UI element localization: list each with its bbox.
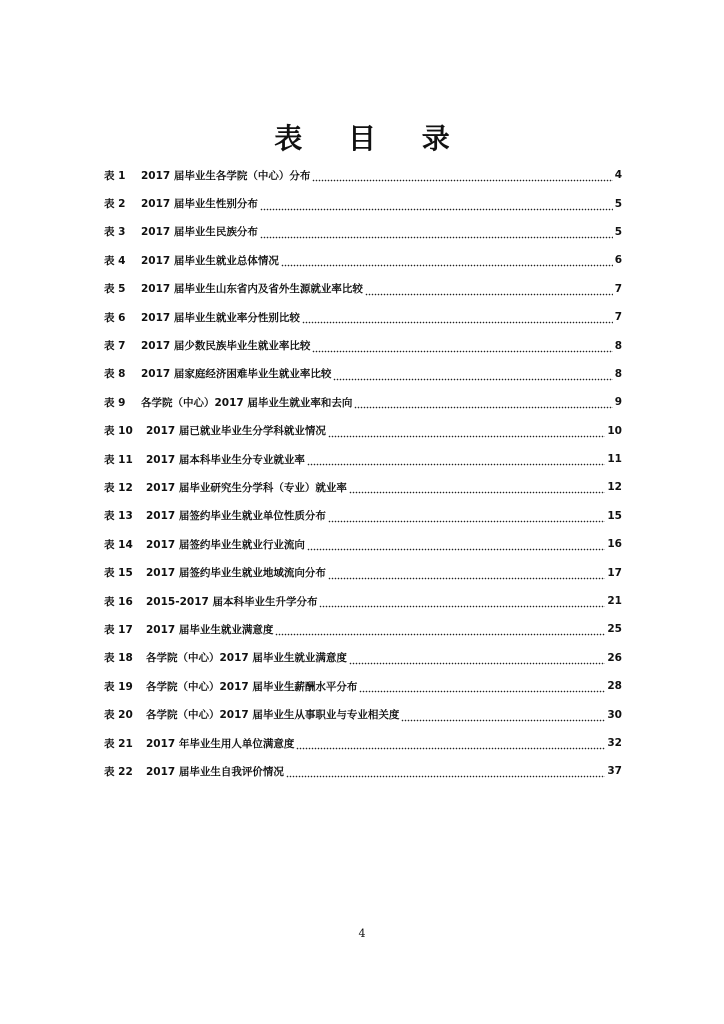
toc-entry-page: 30: [607, 708, 622, 721]
toc-dot-leader: [349, 484, 605, 494]
toc-dot-leader: [260, 201, 613, 211]
toc-entry-number: 表 14: [104, 538, 133, 551]
toc-entry[interactable]: [104, 246, 622, 274]
toc-entry-title: 2017 届家庭经济困难毕业生就业率比较: [141, 368, 332, 381]
toc-entry-page: 12: [607, 481, 622, 494]
toc-entry-page: 25: [607, 623, 622, 636]
toc-dot-leader: [365, 286, 613, 296]
toc-entry-title: 各学院（中心）2017 届毕业生就业率和去向: [141, 396, 353, 409]
toc-entry[interactable]: [104, 558, 622, 586]
toc-entry-page: 17: [607, 566, 622, 579]
toc-entry-page: 8: [614, 367, 622, 380]
toc-entry-number: 表 3: [104, 226, 126, 239]
toc-entry[interactable]: [104, 303, 622, 331]
toc-dot-leader: [328, 428, 605, 438]
toc-entry-number: 表 4: [104, 254, 126, 267]
toc-dot-leader: [401, 712, 605, 722]
toc-dot-leader: [319, 598, 605, 608]
toc-entry-page: 32: [607, 737, 622, 749]
toc-entry-number: 表 19: [104, 680, 133, 693]
toc-entry-page: 10: [607, 424, 622, 437]
toc-entry-title: 2017 届本科毕业生分专业就业率: [146, 453, 305, 466]
toc-entry-page: 26: [607, 651, 622, 664]
page-number: 4: [358, 927, 366, 940]
toc-entry-page: 37: [607, 765, 622, 778]
toc-entry-number: 表 16: [104, 595, 133, 608]
table-of-contents: [104, 161, 622, 786]
toc-entry-number: 表 15: [104, 567, 133, 580]
toc-entry-number: 表 10: [104, 425, 133, 438]
toc-entry-title: 2015-2017 届本科毕业生升学分布: [146, 595, 318, 608]
toc-entry-page: 9: [614, 396, 622, 409]
toc-entry-title: 2017 届毕业生就业率分性别比较: [141, 311, 300, 324]
toc-entry-title: 2017 届少数民族毕业生就业率比较: [141, 340, 311, 353]
toc-entry-number: 表 22: [104, 765, 133, 778]
toc-entry-title: 各学院（中心）2017 届毕业生从事职业与专业相关度: [146, 709, 400, 722]
toc-entry-page: 28: [607, 680, 622, 693]
toc-entry[interactable]: [104, 331, 622, 359]
toc-dot-leader: [307, 541, 605, 551]
toc-entry-title: 2017 届签约毕业生就业行业流向: [146, 538, 305, 551]
toc-entry-title: 2017 届毕业生就业满意度: [146, 623, 274, 636]
toc-entry-title: 各学院（中心）2017 届毕业生薪酬水平分布: [146, 680, 358, 693]
toc-entry-title: 2017 届毕业研究生分学科（专业）就业率: [146, 481, 347, 494]
toc-entry-title: 2017 届毕业生自我评价情况: [146, 765, 284, 778]
toc-entry-page: 6: [614, 254, 622, 267]
toc-entry[interactable]: [104, 672, 622, 700]
toc-dot-leader: [286, 768, 605, 778]
toc-entry[interactable]: [104, 700, 622, 728]
page-title: 表 目 录: [274, 122, 468, 155]
toc-entry-title: 2017 年毕业生用人单位满意度: [146, 737, 295, 750]
toc-entry[interactable]: [104, 729, 622, 757]
toc-entry[interactable]: [104, 445, 622, 473]
toc-entry-page: 5: [614, 225, 622, 238]
toc-entry[interactable]: [104, 502, 622, 530]
toc-entry-title: 2017 届毕业生民族分布: [141, 226, 258, 239]
toc-entry-number: 表 6: [104, 311, 126, 324]
toc-entry[interactable]: [104, 644, 622, 672]
toc-entry-title: 2017 届签约毕业生就业地域流向分布: [146, 567, 326, 580]
toc-entry-page: 15: [607, 509, 622, 522]
toc-dot-leader: [260, 229, 613, 239]
toc-entry[interactable]: [104, 189, 622, 217]
toc-entry[interactable]: [104, 615, 622, 643]
toc-entry-number: 表 1: [104, 169, 126, 182]
toc-dot-leader: [312, 343, 612, 353]
toc-entry-number: 表 9: [104, 396, 126, 409]
toc-entry-number: 表 7: [104, 340, 126, 353]
toc-dot-leader: [296, 740, 605, 750]
toc-entry[interactable]: [104, 530, 622, 558]
toc-entry[interactable]: [104, 388, 622, 416]
toc-entry[interactable]: [104, 473, 622, 501]
toc-entry-page: 7: [614, 282, 622, 295]
toc-entry-page: 5: [614, 197, 622, 210]
toc-entry-number: 表 5: [104, 283, 126, 296]
toc-entry-title: 2017 届毕业生性别分布: [141, 198, 258, 211]
toc-entry-number: 表 13: [104, 510, 133, 523]
toc-entry-page: 7: [614, 311, 622, 324]
toc-entry[interactable]: [104, 218, 622, 246]
toc-entry-number: 表 18: [104, 652, 133, 665]
toc-dot-leader: [307, 456, 605, 466]
toc-entry-number: 表 8: [104, 368, 126, 381]
toc-entry-page: 11: [607, 453, 622, 466]
toc-dot-leader: [328, 570, 605, 580]
toc-entry-title: 各学院（中心）2017 届毕业生就业满意度: [146, 652, 347, 665]
toc-entry[interactable]: [104, 161, 622, 189]
toc-dot-leader: [349, 655, 605, 665]
toc-entry[interactable]: [104, 275, 622, 303]
toc-entry-title: 2017 届毕业生山东省内及省外生源就业率比较: [141, 283, 363, 296]
toc-entry-number: 表 21: [104, 737, 133, 750]
toc-entry-page: 21: [607, 595, 622, 608]
toc-dot-leader: [354, 399, 612, 409]
toc-entry-page: 16: [607, 538, 622, 551]
toc-entry-number: 表 20: [104, 709, 133, 722]
toc-dot-leader: [302, 314, 613, 324]
toc-dot-leader: [275, 626, 605, 636]
toc-entry-title: 2017 届毕业生就业总体情况: [141, 254, 279, 267]
toc-entry-number: 表 2: [104, 198, 126, 211]
toc-entry-page: 4: [614, 169, 622, 182]
toc-entry[interactable]: [104, 417, 622, 445]
toc-dot-leader: [359, 683, 605, 693]
toc-entry-title: 2017 届毕业生各学院（中心）分布: [141, 169, 311, 182]
toc-dot-leader: [333, 371, 612, 381]
toc-entry[interactable]: [104, 360, 622, 388]
toc-dot-leader: [312, 172, 612, 182]
toc-entry[interactable]: [104, 757, 622, 785]
toc-entry-title: 2017 届已就业毕业生分学科就业情况: [146, 425, 326, 438]
toc-entry-page: 8: [614, 339, 622, 352]
toc-entry-number: 表 12: [104, 481, 133, 494]
toc-dot-leader: [328, 513, 605, 523]
toc-entry-number: 表 17: [104, 623, 133, 636]
toc-entry-title: 2017 届签约毕业生就业单位性质分布: [146, 510, 326, 523]
toc-dot-leader: [281, 257, 613, 267]
toc-entry-number: 表 11: [104, 453, 133, 466]
toc-entry[interactable]: [104, 587, 622, 615]
